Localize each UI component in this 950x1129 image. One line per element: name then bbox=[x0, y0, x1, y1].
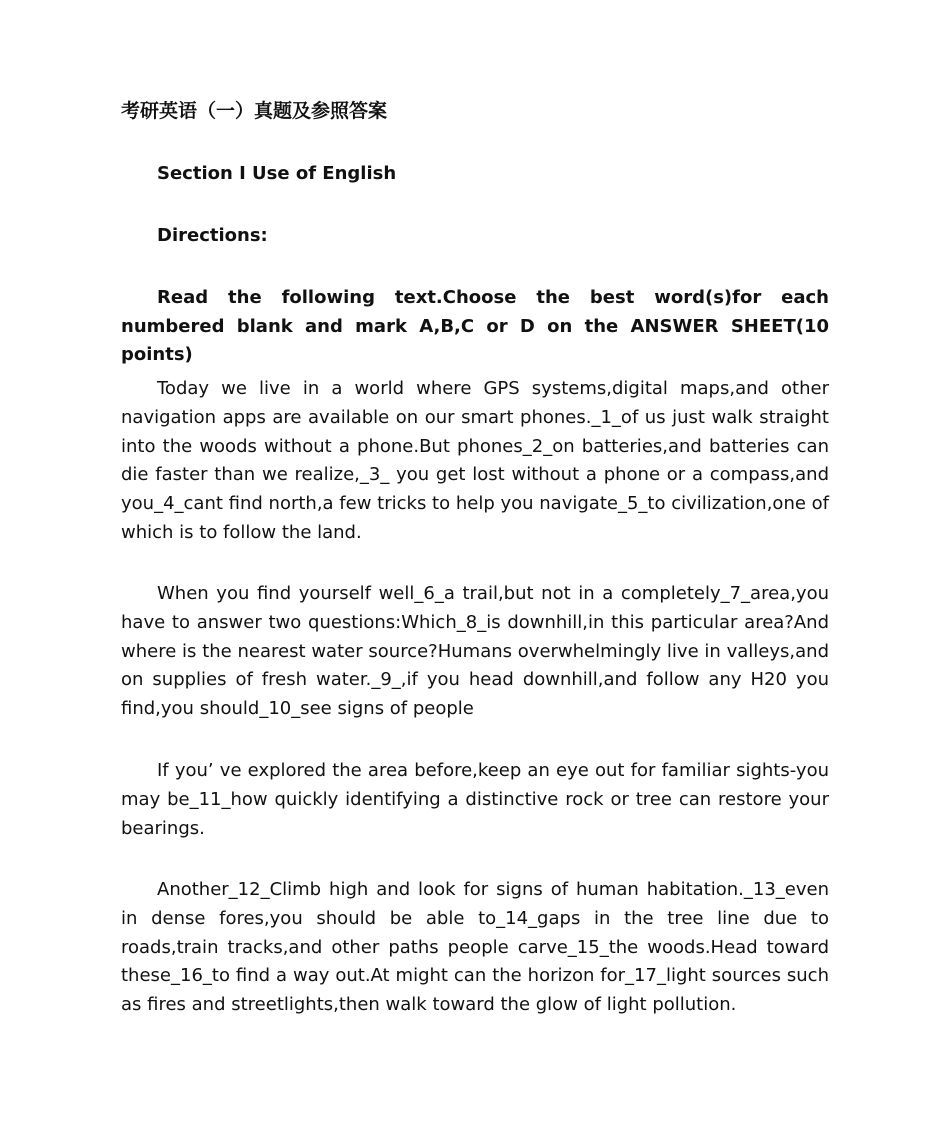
directions-instructions: Read the following text.Choose the best word(s)for each numbered blank and mark A,B,C or D on the ANSWER SHEET(10 points) bbox=[121, 287, 829, 365]
section-heading: Section I Use of English bbox=[157, 163, 397, 184]
directions-label: Directions: bbox=[157, 225, 268, 246]
passage-paragraph-2: When you find yourself well_6_a trail,but not in a completely_7_area,you have to answer two questions:Which_8_is downhill,in this particular area?And where is the nearest water source?Humans overwhelmingly live in valleys,and on supplies of fresh water._9_,if you head downhill,and follow any H20 you find,you should_10_see signs of people bbox=[121, 583, 829, 720]
passage-paragraph-3: If you’ ve explored the area before,keep an eye out for familiar sights-you may be_11_how quickly identifying a distinctive rock or tree can restore your bearings. bbox=[121, 760, 829, 839]
passage-paragraph-1: Today we live in a world where GPS systems,digital maps,and other navigation apps are available on our smart phones._1_of us just walk straight into the woods without a phone.But phones_2_on batteries,and batteries can die faster than we realize,_3_ you get lost without a phone or a compass,and you_4_cant find north,a few tricks to help you navigate_5_to civilization,one of which is to follow the land. bbox=[121, 378, 829, 543]
document-title: 考研英语（一）真题及参照答案 bbox=[121, 100, 388, 122]
passage-paragraph-4: Another_12_Climb high and look for signs of human habitation._13_even in dense fores,you should be able to_14_gaps in the tree line due to roads,train tracks,and other paths people carve_15_the woods.Head toward these_16_to find a way out.At might can the horizon for_17_light sources such as fires and streetlights,then walk toward the glow of light pollution. bbox=[121, 879, 829, 1016]
